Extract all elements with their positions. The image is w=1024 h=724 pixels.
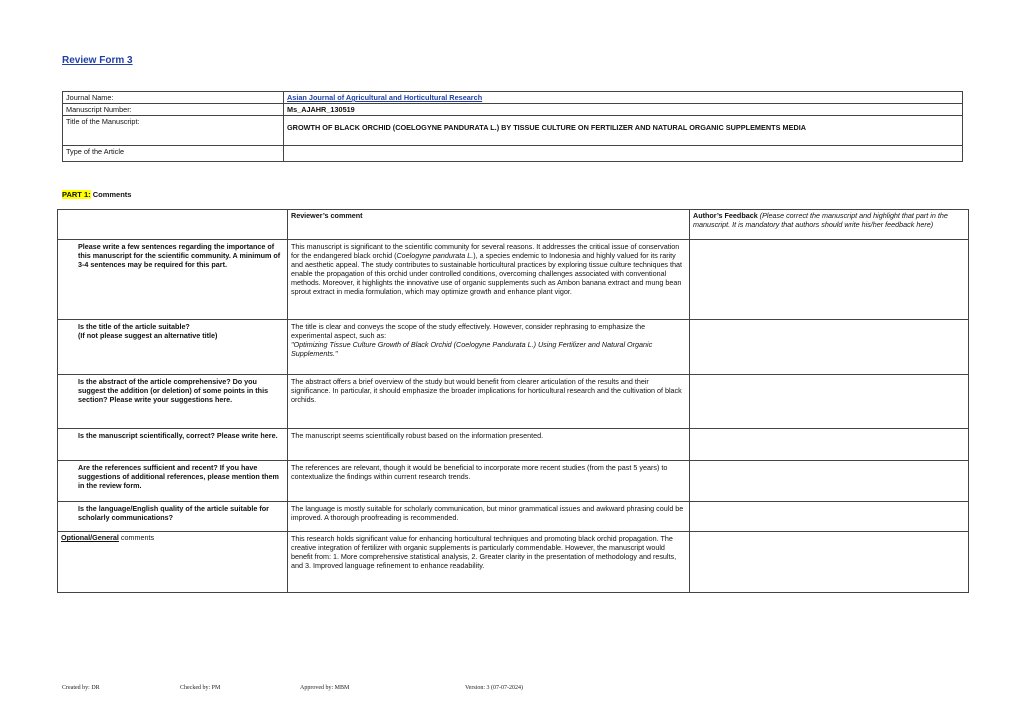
part-text: Comments — [90, 190, 132, 199]
table-row — [58, 429, 969, 461]
part-label: PART 1: — [62, 190, 91, 199]
author-feedback-note: (Please correct the manuscript and highlight that part in the manuscript. It is mandatory that authors should write his/her feedback here) — [693, 211, 948, 229]
comments-table — [57, 209, 969, 593]
reviewer-comment-references: The references are relevant, though it would be beneficial to incorporate more recent studies (from the past 5 years) to contextualize the findings within current research trends. — [288, 461, 690, 502]
reviewer-comment-abstract: The abstract offers a brief overview of the study but would benefit from clearer articulation of the results and their significance. In particular, it should emphasize the broader implications for horticultural research and the cultivation of black orchids. — [288, 375, 690, 429]
author-feedback-cell[interactable] — [690, 320, 969, 375]
question-importance: Please write a few sentences regarding the importance of this manuscript for the scientific community. A minimum of 3-4 sentences may be required for this part. — [58, 240, 288, 320]
manuscript-title: GROWTH OF BLACK ORCHID (COELOGYNE PANDURATA L.) BY TISSUE CULTURE ON FERTILIZER AND NATURAL ORGANIC SUPPLEMENTS MEDIA — [287, 123, 807, 132]
table-row — [58, 320, 969, 375]
table-row — [58, 240, 969, 320]
reviewer-comment-language: The language is mostly suitable for scholarly communication, but minor grammatical issues and awkward phrasing could be improved. A thorough proofreading is recommended. — [288, 502, 690, 532]
reviewer-comment-scientific: The manuscript seems scientifically robust based on the information presented. — [288, 429, 690, 461]
manuscript-info-table — [62, 91, 963, 162]
reviewer-comment-header: Reviewer’s comment — [288, 210, 690, 240]
table-row — [58, 375, 969, 429]
optional-comments-label: Optional/General comments — [58, 532, 288, 593]
table-row — [58, 461, 969, 502]
manuscript-number-row — [63, 104, 963, 116]
title-cell — [284, 116, 963, 146]
author-feedback-cell[interactable] — [690, 375, 969, 429]
footer-version: Version: 3 (07-07-2024) — [465, 685, 523, 691]
author-feedback-cell[interactable] — [690, 502, 969, 532]
question-references: Are the references sufficient and recent? If you have suggestions of additional references, please mention them in the review form. — [58, 461, 288, 502]
question-scientific: Is the manuscript scientifically, correct? Please write here. — [58, 429, 288, 461]
author-feedback-header — [690, 210, 969, 240]
manuscript-number-label: Manuscript Number: — [63, 104, 284, 116]
journal-cell — [284, 92, 963, 104]
journal-label: Journal Name: — [63, 92, 284, 104]
article-type-value — [284, 146, 963, 162]
form-title: Review Form 3 — [62, 55, 133, 66]
reviewer-comment-general: This research holds significant value for enhancing horticultural techniques and promoting black orchid propagation. The creative integration of fertilizer with organic supplements is particularly commendable. However, the manuscript would benefit from: 1. More comprehensive statistical analysis, 2. Greater clarity in the presentation of methodology and results, and 3. Improved language refinement to enhance readability. — [288, 532, 690, 593]
question-abstract: Is the abstract of the article comprehensive? Do you suggest the addition (or deletion) of some points in this section? Please write your suggestions here. — [58, 375, 288, 429]
comments-header-row — [58, 210, 969, 240]
article-type-label: Type of the Article — [63, 146, 284, 162]
reviewer-comment-title: The title is clear and conveys the scope of the study effectively. However, consider rephrasing to emphasize the experimental aspect, such as: "Optimizing Tissue Culture Growth of Black Orchid (Coelogyne Pandurata L.) Using Fertilizer and Natural Organic Supplements." — [288, 320, 690, 375]
journal-link[interactable]: Asian Journal of Agricultural and Horticultural Research — [287, 93, 483, 102]
journal-row — [63, 92, 963, 104]
footer-checked-by: Checked by: PM — [180, 685, 221, 691]
reviewer-comment-importance: This manuscript is significant to the scientific community for several reasons. It addresses the critical issue of conservation for the endangered black orchid (Coelogyne pandurata L.), a species endemic to Indonesia and highly valued for its rarity and aesthetic appeal. The study contributes to sustainable horticultural practices by exploring tissue culture techniques that enable the propagation of this orchid under controlled conditions, overcoming challenges associated with conventional methods. Moreover, it highlights the innovative use of organic supplements such as Ambon banana extract and mung bean sprout extract in media formulation, which may optimize growth and enhance plant vigor. — [288, 240, 690, 320]
question-title: Is the title of the article suitable? (If not please suggest an alternative title) — [58, 320, 288, 375]
title-label: Title of the Manuscript: — [63, 116, 284, 146]
table-row — [58, 532, 969, 593]
author-feedback-cell[interactable] — [690, 461, 969, 502]
header-empty-cell — [58, 210, 288, 240]
article-type-row — [63, 146, 963, 162]
table-row — [58, 502, 969, 532]
author-feedback-cell[interactable] — [690, 240, 969, 320]
author-feedback-title: Author’s Feedback — [693, 211, 758, 220]
question-language: Is the language/English quality of the article suitable for scholarly communications? — [58, 502, 288, 532]
manuscript-number-value: Ms_AJAHR_130519 — [284, 104, 963, 116]
title-row — [63, 116, 963, 146]
part-heading — [62, 190, 131, 199]
author-feedback-cell[interactable] — [690, 429, 969, 461]
footer-created-by: Created by: DR — [62, 685, 100, 691]
author-feedback-cell[interactable] — [690, 532, 969, 593]
footer-approved-by: Approved by: MBM — [300, 685, 350, 691]
